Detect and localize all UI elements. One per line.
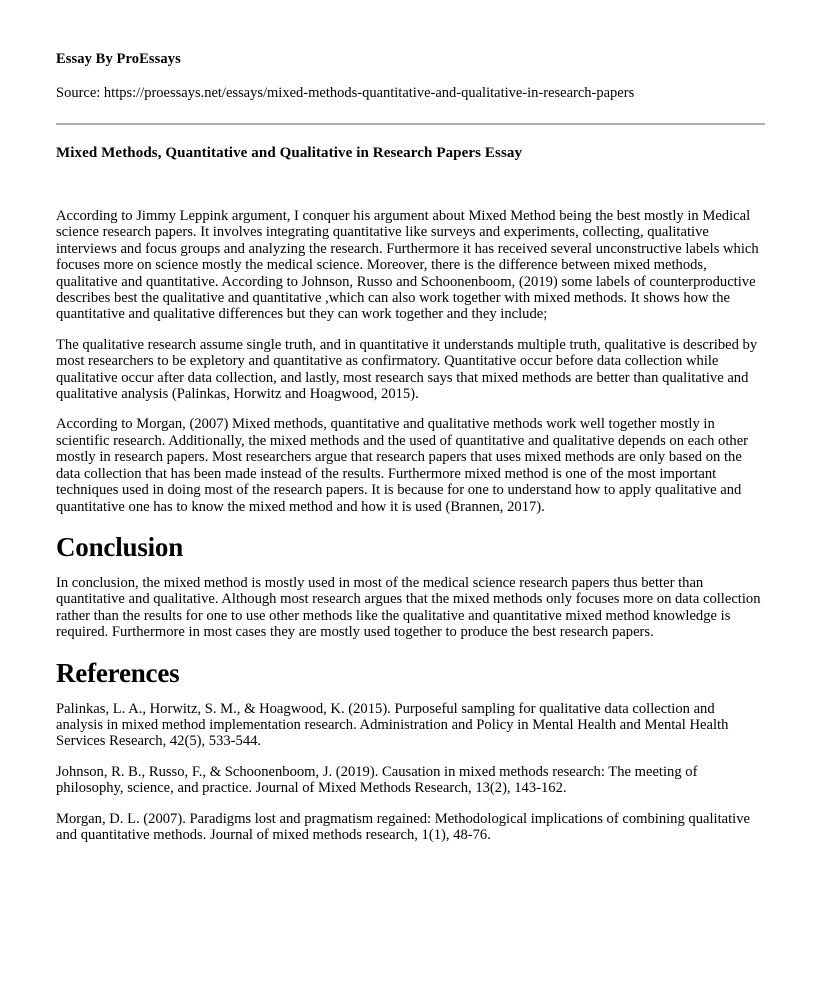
body-paragraph: According to Jimmy Leppink argument, I conquer his argument about Mixed Method being the best mostly in Medical science research papers. It involves integrating quantitative like surveys and experiments, collecting, qualitative interviews and focus groups and analyzing the research. Furthermore it has received several unconstructive labels which focuses more on science mostly the medical science. Moreover, there is the difference between mixed methods, qualitative and quantitative. According to Johnson, Russo and Schoonenboom, (2019) some labels of counterproductive describes best the qualitative and quantitative ,which can also work together with mixed methods. It shows how the quantitative and qualitative differences but they can work together and they include;	[56, 208, 759, 323]
references-list	[56, 701, 765, 844]
conclusion-heading: Conclusion	[56, 531, 184, 562]
reference-entry: Morgan, D. L. (2007). Paradigms lost and pragmatism regained: Methodological implications of combining qualitative and quantitative methods. Journal of mixed methods research, 1(1), 48-76.	[56, 810, 751, 843]
reference-entry: Johnson, R. B., Russo, F., & Schoonenboom, J. (2019). Causation in mixed methods research: The meeting of philosophy, science, and practice. Journal of Mixed Methods Research, 13(2), 143-162.	[56, 763, 698, 797]
body-paragraph: The qualitative research assume single truth, and in quantitative it understands multiple truth, qualitative is described by most researchers to be expletory and quantitative as confirmatory. Quantitative occur before data collection while qualitative occur after data collection, and lastly, most research says that mixed methods are better than qualitative and qualitative analysis (Palinkas, Horwitz and Hoagwood, 2015).	[56, 336, 758, 403]
body-paragraph: According to Morgan, (2007) Mixed methods, quantitative and qualitative methods work well together mostly in scientific research. Additionally, the mixed methods and the used of quantitative and qualitative depends on each other mostly in research papers. Most researchers argue that research papers that uses mixed methods are only based on the data collection that has been made instead of the results. Furthermore mixed method is one of the most important techniques used in doing most of the research papers. It is because for one to understand how to apply qualitative and quantitative one has to know the mixed method and how it is used (Brannen, 2017).	[56, 416, 749, 515]
header-divider	[56, 123, 765, 125]
source-url-line: Source: https://proessays.net/essays/mixed-methods-quantitative-and-qualitative-in-research-papers	[56, 85, 635, 101]
references-heading: References	[56, 657, 180, 688]
conclusion-paragraph: In conclusion, the mixed method is mostly used in most of the medical science research papers thus better than quantitative and qualitative. Although most research argues that the mixed methods only focuses more on data collection rather than the results for one to use other methods like the qualitative and quantitative mixed method knowledge is required. Furthermore in most cases they are mostly used together to produce the best research papers.	[56, 574, 761, 641]
essay-body	[56, 208, 765, 515]
reference-entry: Palinkas, L. A., Horwitz, S. M., & Hoagwood, K. (2015). Purposeful sampling for qualitative data collection and analysis in mixed method implementation research. Administration and Policy in Mental Health and Mental Health Services Research, 42(5), 533-544.	[56, 700, 729, 750]
site-name: Essay By ProEssays	[56, 51, 181, 67]
page-title: Mixed Methods, Quantitative and Qualitative in Research Papers Essay	[56, 145, 523, 161]
